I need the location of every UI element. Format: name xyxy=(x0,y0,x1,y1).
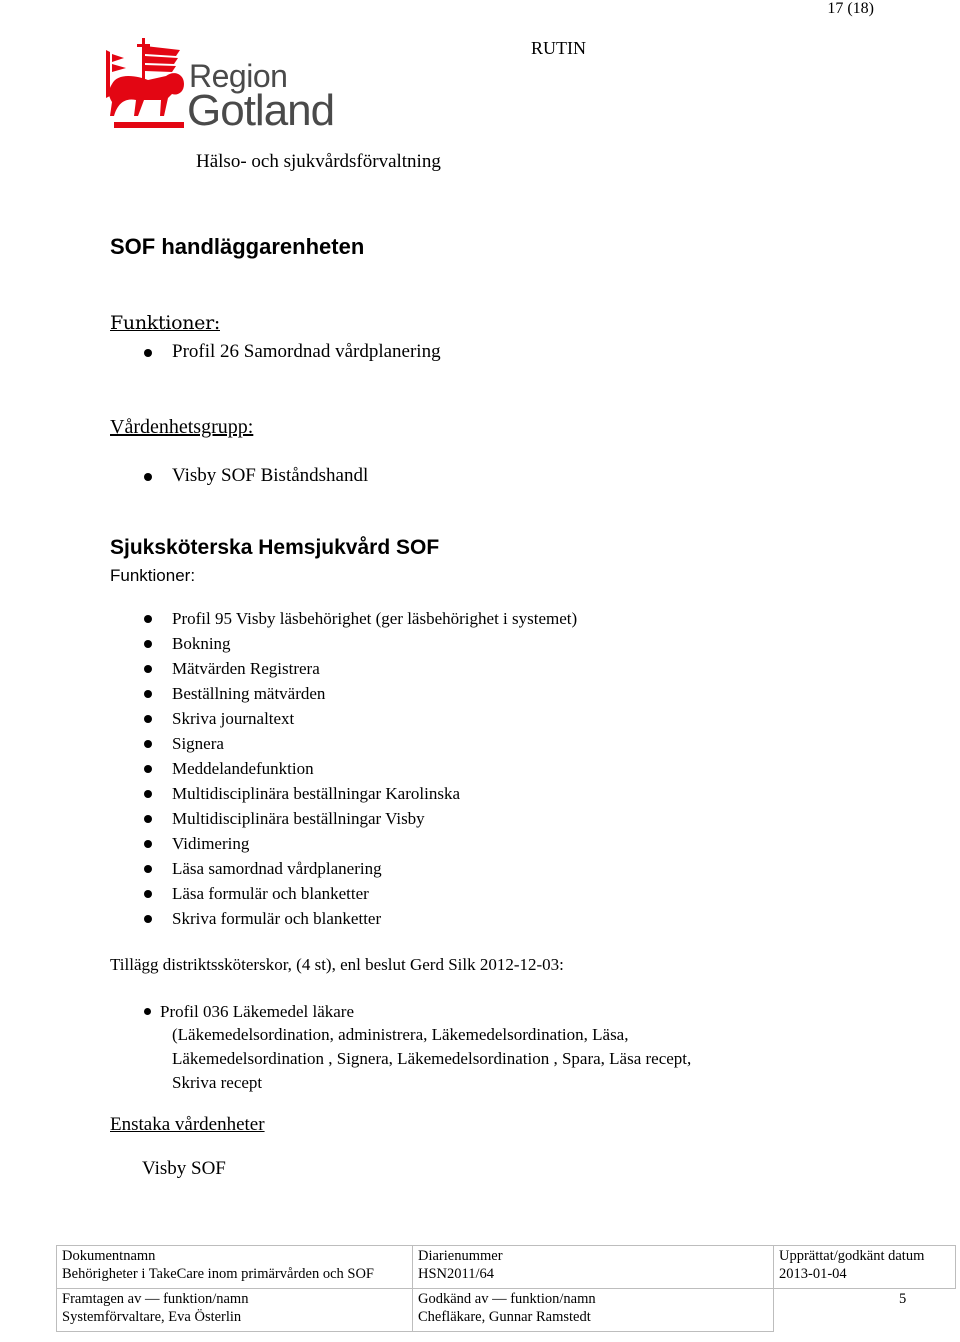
approver-cell xyxy=(413,1289,774,1332)
doc-name: Behörigheter i TakeCare inom primärvården och SOF xyxy=(62,1266,374,1282)
single-units-label: Enstaka vårdenheter xyxy=(110,1114,265,1135)
bullet-icon xyxy=(144,715,152,723)
approver-name: Chefläkare, Gunnar Ramstedt xyxy=(418,1309,591,1325)
bullet-icon xyxy=(144,765,152,773)
functions-label: Funktioner: xyxy=(110,566,196,585)
section-title-sof: SOF handläggarenheten xyxy=(110,234,365,259)
bullet-icon xyxy=(144,640,152,648)
document-type: RUTIN xyxy=(531,38,586,58)
bullet-icon xyxy=(144,890,152,898)
addition-detail: (Läkemedelsordination, administrera, Läkemedelsordination, Läsa, xyxy=(172,1025,629,1044)
author-cell xyxy=(57,1289,413,1332)
approver-label: Godkänd av — funktion/namn xyxy=(418,1291,596,1307)
footer-page-number: 5 xyxy=(899,1291,907,1307)
bullet-icon xyxy=(144,840,152,848)
bullet-icon xyxy=(144,615,152,623)
bullet-icon xyxy=(144,865,152,873)
bullet-icon xyxy=(144,349,152,357)
page-number: 17 (18) xyxy=(827,0,874,17)
bullet-icon xyxy=(144,740,152,748)
footer-page-cell xyxy=(894,1289,956,1332)
author-name: Systemförvaltare, Eva Österlin xyxy=(62,1309,242,1325)
date-label: Upprättat/godkänt datum xyxy=(779,1248,925,1264)
bullet-icon xyxy=(144,815,152,823)
addition-detail: Skriva recept xyxy=(172,1073,263,1092)
logo-text-gotland: Gotland xyxy=(187,86,335,135)
date-cell xyxy=(774,1246,956,1289)
doc-name-cell xyxy=(57,1246,413,1289)
empty-cell xyxy=(774,1289,895,1332)
bullet-icon xyxy=(144,1008,151,1015)
addition-item: Profil 036 Läkemedel läkare xyxy=(160,1002,355,1021)
addition-text: Tillägg distriktssköterskor, (4 st), enl beslut Gerd Silk 2012-12-03: xyxy=(110,955,564,974)
logo-text-region: Region xyxy=(189,58,288,94)
addition-detail: Läkemedelsordination , Signera, Läkemedelsordination , Spara, Läsa recept, xyxy=(172,1049,692,1068)
diary-label: Diarienummer xyxy=(418,1248,503,1264)
author-label: Framtagen av — funktion/namn xyxy=(62,1291,249,1307)
unit-group-label: Vårdenhetsgrupp: xyxy=(110,416,254,438)
diary-number: HSN2011/64 xyxy=(418,1266,494,1282)
doc-name-label: Dokumentnamn xyxy=(62,1248,156,1264)
department-name: Hälso- och sjukvårdsförvaltning xyxy=(196,151,441,172)
bullet-icon xyxy=(144,690,152,698)
bullet-icon xyxy=(144,790,152,798)
bullet-icon xyxy=(144,915,152,923)
single-units-value: Visby SOF xyxy=(142,1158,226,1179)
bullet-icon xyxy=(144,665,152,673)
date-value: 2013-01-04 xyxy=(779,1266,847,1282)
document-footer-table xyxy=(56,1245,956,1332)
section-title-nurse: Sjuksköterska Hemsjukvård SOF xyxy=(110,536,440,559)
functions-label: Funktioner: xyxy=(110,312,220,334)
diary-cell xyxy=(413,1246,774,1289)
bullet-icon xyxy=(144,473,152,481)
